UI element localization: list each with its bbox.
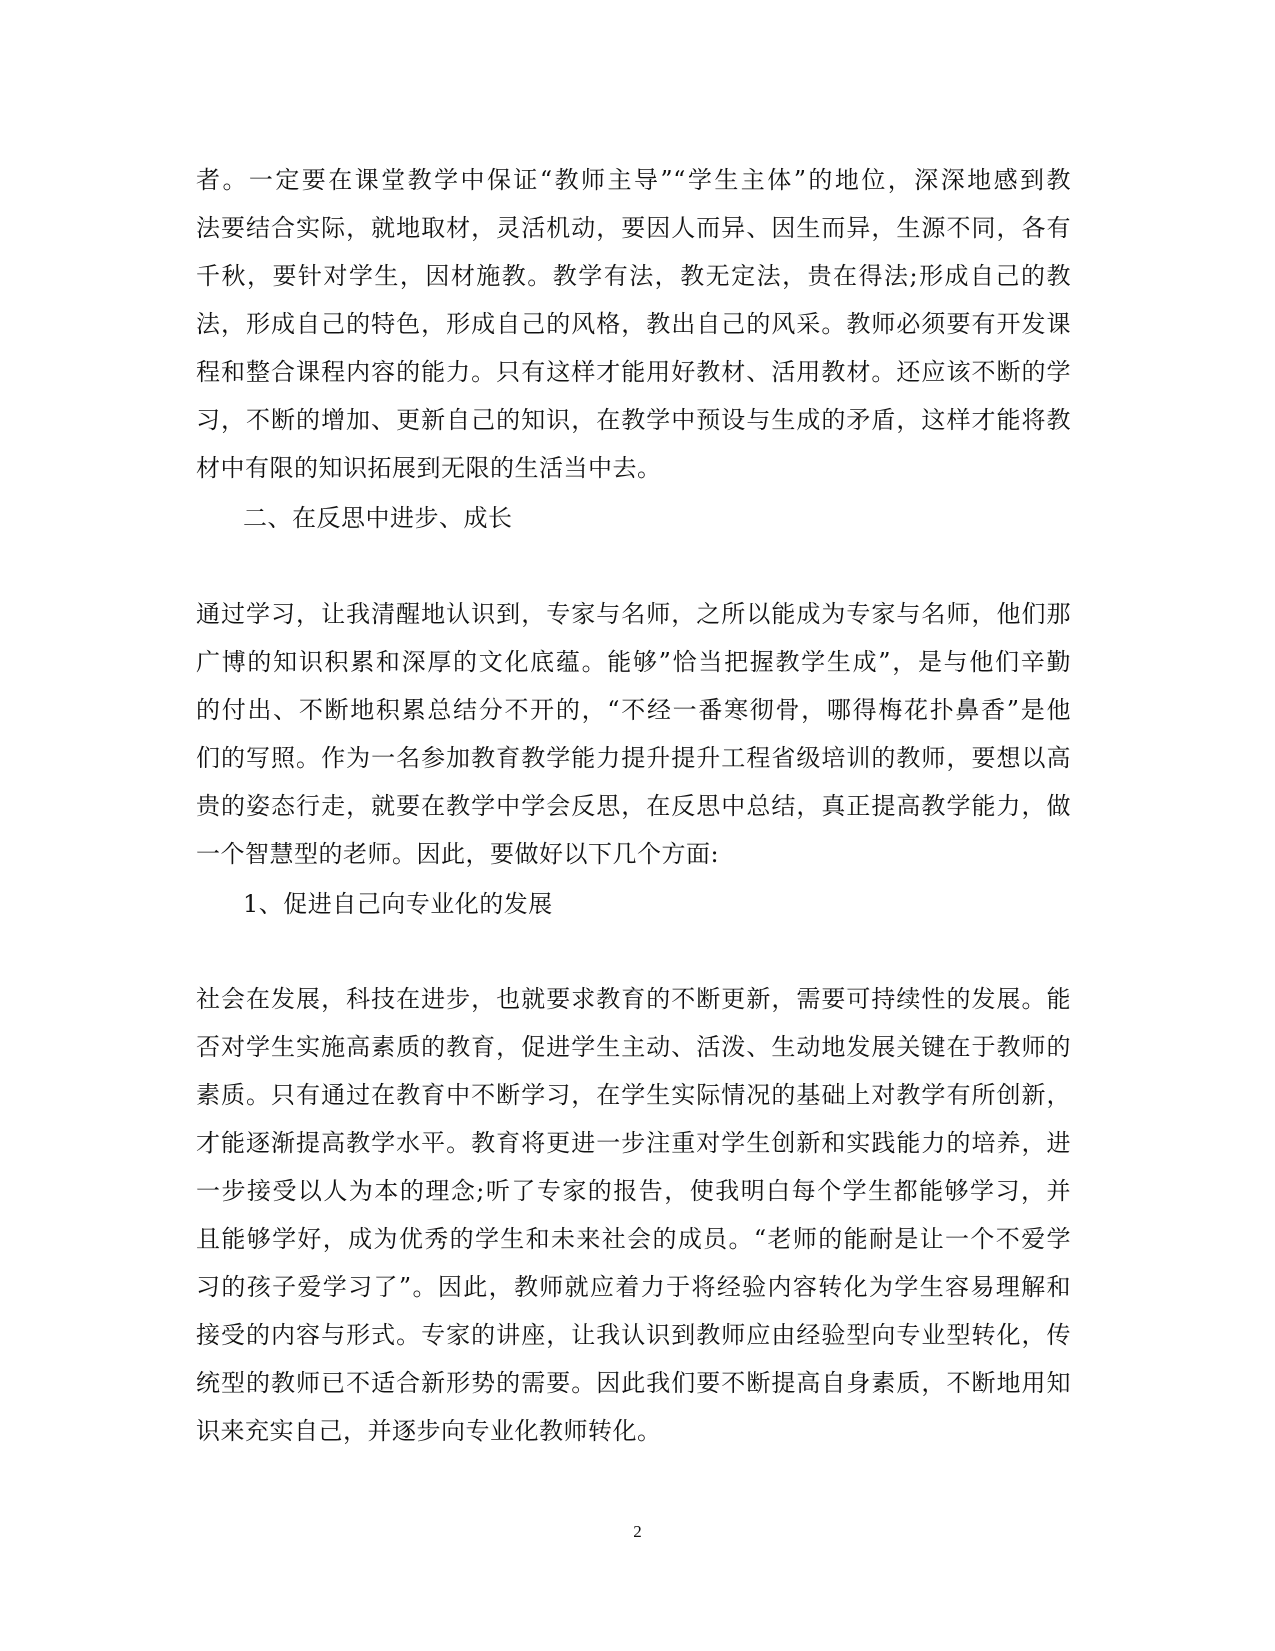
text-line: 程和整合课程内容的能力。只有这样才能用好教材、活用教材。还应该不断的学: [196, 358, 1071, 386]
section-heading-2: 二、在反思中进步、成长: [243, 504, 513, 532]
text-line: 通过学习，让我清醒地认识到，专家与名师，之所以能成为专家与名师，他们那: [196, 600, 1071, 628]
text-line: 素质。只有通过在教育中不断学习，在学生实际情况的基础上对教学有所创新，: [196, 1081, 1071, 1109]
text-line: 接受的内容与形式。专家的讲座，让我认识到教师应由经验型向专业型转化，传: [196, 1321, 1071, 1349]
text-line: 法要结合实际，就地取材，灵活机动，要因人而异、因生而异，生源不同，各有: [196, 214, 1071, 242]
subsection-heading-1: 1、促进自己向专业化的发展: [243, 890, 553, 918]
text-line: 的付出、不断地积累总结分不开的，“不经一番寒彻骨，哪得梅花扑鼻香”是他: [196, 696, 1071, 724]
text-line: 广博的知识积累和深厚的文化底蕴。能够”恰当把握教学生成”，是与他们辛勤: [196, 648, 1071, 676]
text-line: 习的孩子爱学习了”。因此，教师就应着力于将经验内容转化为学生容易理解和: [196, 1273, 1071, 1301]
paragraph-reflection: [196, 590, 1071, 878]
text-line: 一个智慧型的老师。因此，要做好以下几个方面:: [196, 840, 720, 868]
paragraph-continuation: [196, 156, 1071, 492]
page-number: 2: [633, 1522, 642, 1541]
text-line: 贵的姿态行走，就要在教学中学会反思，在反思中总结，真正提高教学能力，做: [196, 792, 1071, 820]
text-line: 者。一定要在课堂教学中保证“教师主导”“学生主体”的地位，深深地感到教: [196, 166, 1071, 194]
text-line: 一步接受以人为本的理念;听了专家的报告，使我明白每个学生都能够学习，并: [196, 1177, 1071, 1205]
text-line: 习，不断的增加、更新自己的知识，在教学中预设与生成的矛盾，这样才能将教: [196, 406, 1071, 434]
text-line: 法，形成自己的特色，形成自己的风格，教出自己的风采。教师必须要有开发课: [196, 310, 1071, 338]
text-line: 们的写照。作为一名参加教育教学能力提升提升工程省级培训的教师，要想以高: [196, 744, 1071, 772]
text-line: 材中有限的知识拓展到无限的生活当中去。: [196, 454, 662, 482]
text-line: 才能逐渐提高教学水平。教育将更进一步注重对学生创新和实践能力的培养，进: [196, 1129, 1071, 1157]
text-line: 社会在发展，科技在进步，也就要求教育的不断更新，需要可持续性的发展。能: [196, 985, 1071, 1013]
paragraph-professional-development: [196, 975, 1071, 1455]
text-line: 千秋，要针对学生，因材施教。教学有法，教无定法，贵在得法;形成自己的教: [196, 262, 1071, 290]
text-line: 否对学生实施高素质的教育，促进学生主动、活泼、生动地发展关键在于教师的: [196, 1033, 1071, 1061]
text-line: 且能够学好，成为优秀的学生和未来社会的成员。“老师的能耐是让一个不爱学: [196, 1225, 1071, 1253]
text-line: 统型的教师已不适合新形势的需要。因此我们要不断提高自身素质，不断地用知: [196, 1369, 1071, 1397]
text-line: 识来充实自己，并逐步向专业化教师转化。: [196, 1417, 662, 1445]
